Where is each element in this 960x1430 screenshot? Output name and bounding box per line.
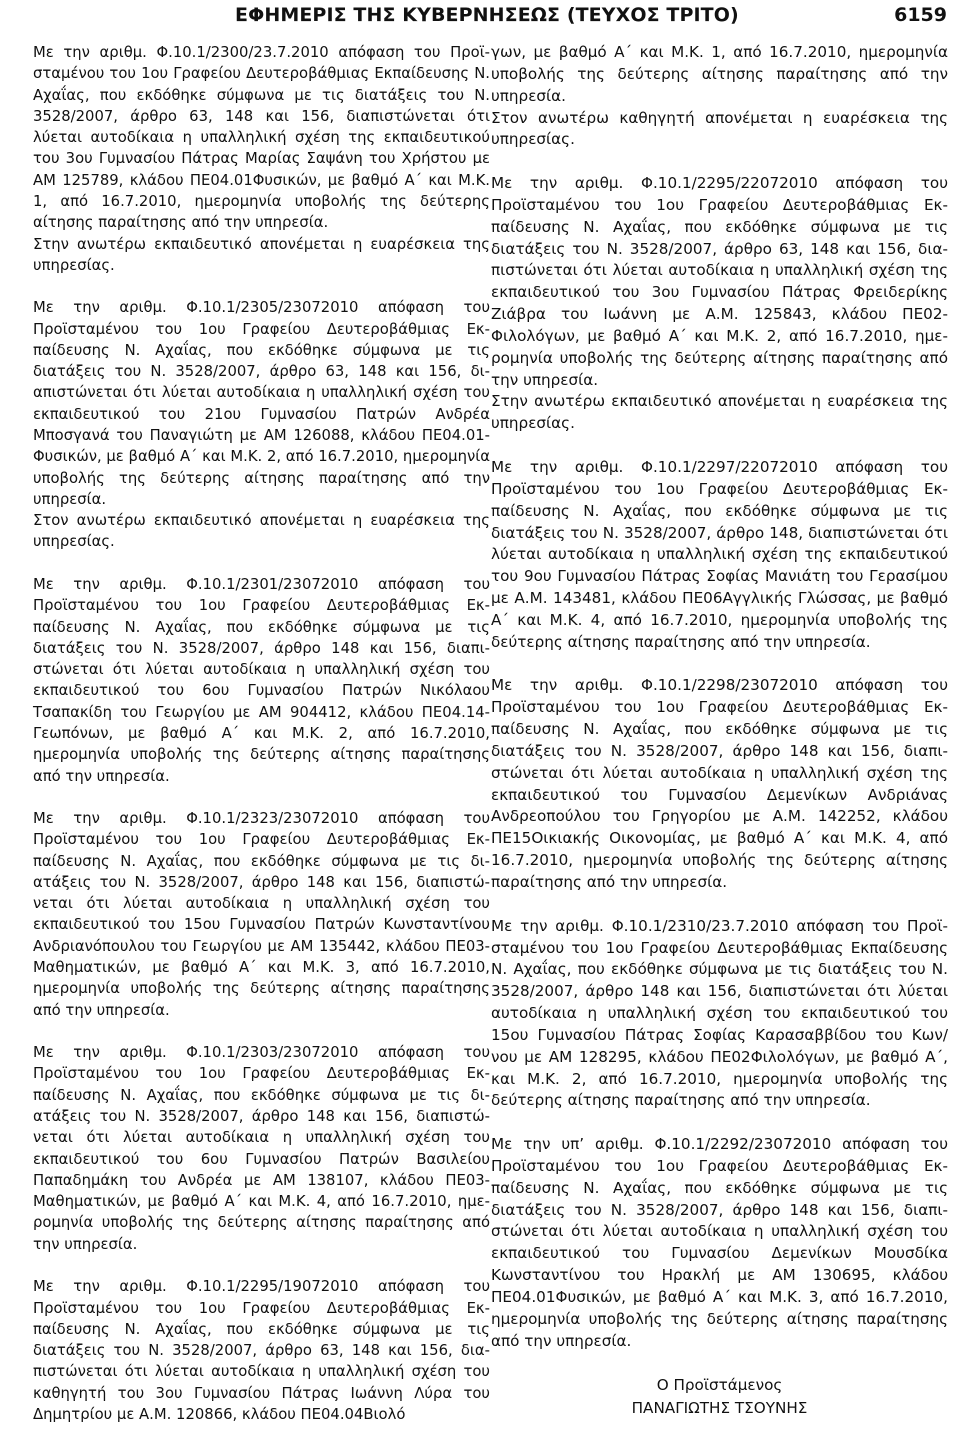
paragraph: Με την υπ’ αριθμ. Φ.10.1/2292/23072010 απόφαση του Προϊσταμένου του 1ου Γραφείου Δευτεροβάθμιας Εκπαίδευσης Ν. Αχαΐας, που εκδόθηκε σύμφωνα με τις διατάξεις του Ν. 3528/2007, άρθρο 148 και 156, διαπιστώνεται ότι λύεται αυτοδίκαια η υπαλληλική σχέση του εκπαιδευτικού του Γυμνασίου Δεμενίκων Μουσδίκα Κωνσταντίνου του Ηρακλή με ΑΜ 130695, κλάδου ΠΕ04.01Φυσικών, με βαθμό Α΄ και Μ.Κ. 3, από 16.7.2010, ημερομηνία υποβολής της δεύτερης αίτησης παραίτησης από την υπηρεσία. <box>491 1135 948 1350</box>
paragraph: Με την αριθμ. Φ.10.1/2298/23072010 απόφαση του Προϊσταμένου του 1ου Γραφείου Δευτεροβάθμιας Εκπαίδευσης Ν. Αχαΐας, που εκδόθηκε σύμφωνα με τις διατάξεις του Ν. 3528/2007, άρθρο 148 και 156, διαπιστώνεται ότι λύεται αυτοδίκαια η υπαλληλική σχέση της εκπαιδευτικού του Γυμνασίου Δεμενίκων Ανδριάνας Ανδρεοπούλου του Γρηγορίου με Α.Μ. 142252, κλάδου ΠΕ15Οικιακής Οικονομίας, με βαθμό Α΄ και Μ.Κ. 4, από 16.7.2010, ημερομηνία υποβολής της δεύτερης αίτησης παραίτησης από την υπηρεσία. <box>491 676 948 892</box>
paragraph: Με την αριθμ. Φ.10.1/2310/23.7.2010 απόφαση του Προϊσταμένου του 1ου Γραφείου Δευτεροβάθμιας Εκπαίδευσης Ν. Αχαΐας, που εκδόθηκε σύμφωνα με τις διατάξεις του Ν. 3528/2007, άρθρο 148 και 156, διαπιστώνεται ότι λύεται αυτοδίκαια η υπαλληλική σχέση του εκπαιδευτικού του 15ου Γυμνασίου Πάτρας Σοφίας Καρασαββίδου του Κων/νου με ΑΜ 128295, κλάδου ΠΕ02Φιλολόγων, με βαθμό Α΄, και Μ.Κ. 2, από 16.7.2010, ημερομηνία υποβολής της δεύτερης αίτησης παραίτησης από την υπηρεσία. <box>491 916 948 1110</box>
paragraph: Με την αριθμ. Φ.10.1/2303/23072010 απόφαση του Προϊσταμένου του 1ου Γραφείου Δευτεροβάθμιας Εκπαίδευσης Ν. Αχαΐας, που εκδόθηκε σύμφωνα με τις διατάξεις του Ν. 3528/2007, άρθρο 148 και 156, διαπιστώνεται ότι λύεται αυτοδίκαια η υπαλληλική σχέση του εκπαιδευτικού του 6ου Γυμνασίου Πατρών Βασιλείου Παπαδηµάκη του Ανδρέα με ΑΜ 138107, κλάδου ΠΕ03Μαθηματικών, με βαθμό Α΄ και Μ.Κ. 4, από 16.7.2010, ημερομηνία υποβολής της δεύτερης αίτησης παραίτησης από την υπηρεσία. <box>33 1044 490 1253</box>
page-header <box>0 0 960 44</box>
left-column <box>33 42 490 1425</box>
page-number: 6159 <box>894 4 947 26</box>
signature-block <box>491 1374 948 1419</box>
signatory-role: Ο Προϊστάμενος <box>656 1376 783 1395</box>
paragraph: Με την αριθμ. Φ.10.1/2300/23.7.2010 απόφαση του Προϊσταμένου του 1ου Γραφείου Δευτεροβάθμιας Εκπαίδευσης Ν. Αχαΐας, που εκδόθηκε σύμφωνα με τις διατάξεις του Ν. 3528/2007, άρθρο 63, 148 και 156, διαπιστώνεται ότι λύεται αυτοδίκαια η υπαλληλική σχέση της εκπαιδευτικού του 3ου Γυμνασίου Πάτρας Μαρίας Σαψάνη του Χρήστου με ΑΜ 125789, κλάδου ΠΕ04.01Φυσικών, με βαθμό Α΄ και Μ.Κ. 1, από 16.7.2010, ημερομηνία υποβολής της δεύτερης αίτησης παραίτησης από την υπηρεσία. <box>33 44 490 232</box>
paragraph: Με την αριθμ. Φ.10.1/2305/23072010 απόφαση του Προϊσταμένου του 1ου Γραφείου Δευτεροβάθμιας Εκπαίδευσης Ν. Αχαΐας, που εκδόθηκε σύμφωνα με τις διατάξεις του Ν. 3528/2007, άρθρο 63, 148 και 156, διαπιστώνεται ότι λύεται αυτοδίκαια η υπαλληλική σχέση του εκπαιδευτικού του 21ου Γυμνασίου Πατρών Ανδρέα Μποσγανά του Παναγιώτη με ΑΜ 126088, κλάδου ΠΕ04.01Φυσικών, με βαθμό Α΄ και Μ.Κ. 2, από 16.7.2010, ημερομηνία υποβολής της δεύτερης αίτησης παραίτησης από την υπηρεσία. <box>33 299 490 508</box>
paragraph: Με την αριθμ. Φ.10.1/2301/23072010 απόφαση του Προϊσταμένου του 1ου Γραφείου Δευτεροβάθμιας Εκπαίδευσης Ν. Αχαΐας, που εκδόθηκε σύμφωνα με τις διατάξεις του Ν. 3528/2007, άρθρο 148 και 156, διαπιστώνεται ότι λύεται αυτοδίκαια η υπαλληλική σχέση του εκπαιδευτικού του 6ου Γυμνασίου Πατρών Νικόλαου Τσαπακίδη του Γεωργίου με ΑΜ 904412, κλάδου ΠΕ04.14Γεωπόνων, με βαθμό Α΄ και Μ.Κ. 2, από 16.7.2010, ημερομηνία υποβολής της δεύτερης αίτησης παραίτησης από την υπηρεσία. <box>33 576 490 785</box>
paragraph: Με την αριθμ. Φ.10.1/2295/22072010 απόφαση του Προϊσταμένου του 1ου Γραφείου Δευτεροβάθμιας Εκπαίδευσης Ν. Αχαΐας, που εκδόθηκε σύμφωνα με τις διατάξεις του Ν. 3528/2007, άρθρο 63, 148 και 156, διαπιστώνεται ότι λύεται αυτοδίκαια η υπαλληλική σχέση της εκπαιδευτικού του 3ου Γυμνασίου Πάτρας Φρειδερίκης Ζιάβρα του Ιωάννη με Α.Μ. 125843, κλάδου ΠΕ02Φιλολόγων, με βαθμό Α΄ και Μ.Κ. 2, από 16.7.2010, ημερομηνία υποβολής της δεύτερης αίτησης παραίτησης από την υπηρεσία. <box>491 174 948 389</box>
right-column <box>491 42 948 1419</box>
gazette-title: ΕΦΗΜΕΡΙΣ ΤΗΣ ΚΥΒΕΡΝΗΣΕΩΣ (ΤΕΥΧΟΣ ΤΡΙΤΟ) <box>235 4 739 26</box>
paragraph: Με την αριθμ. Φ.10.1/2323/23072010 απόφαση του Προϊσταμένου του 1ου Γραφείου Δευτεροβάθμιας Εκπαίδευσης Ν. Αχαΐας, που εκδόθηκε σύμφωνα με τις διατάξεις του Ν. 3528/2007, άρθρο 148 και 156, διαπιστώνεται ότι λύεται αυτοδίκαια η υπαλληλική σχέση του εκπαιδευτικού του 15ου Γυμνασίου Πατρών Κωνσταντίνου Ανδριανόπουλου του Γεωργίου με ΑΜ 135442, κλάδου ΠΕ03Μαθηματικών, με βαθμό Α΄ και Μ.Κ. 3, από 16.7.2010, ημερομηνία υποβολής της δεύτερης αίτησης παραίτησης από την υπηρεσία. <box>33 810 490 1019</box>
paragraph: γων, με βαθμό Α΄ και Μ.Κ. 1, από 16.7.2010, ημερομηνία υποβολής της δεύτερης αίτησης παραίτησης από την υπηρεσία. <box>491 43 948 105</box>
signatory-name: ΠΑΝΑΓΙΩΤΗΣ ΤΣΟΥΝΗΣ <box>631 1398 808 1417</box>
paragraph: Με την αριθμ. Φ.10.1/2295/19072010 απόφαση του Προϊσταμένου του 1ου Γραφείου Δευτεροβάθμιας Εκπαίδευσης Ν. Αχαΐας, που εκδόθηκε σύμφωνα με τις διατάξεις του Ν. 3528/2007, άρθρο 63, 148 και 156, διαπιστώνεται ότι λύεται αυτοδίκαια η υπαλληλική σχέση του καθηγητή του 3ου Γυμνασίου Πάτρας Ιωάννη Λύρα του Δημητρίου με Α.Μ. 120866, κλάδου ΠΕ04.04Βιολό <box>33 1278 490 1423</box>
paragraph: Στην ανωτέρω εκπαιδευτικό απονέμεται η ευαρέσκεια της υπηρεσίας. <box>491 392 948 433</box>
paragraph: Στον ανωτέρω εκπαιδευτικό απονέμεται η ευαρέσκεια της υπηρεσίας. <box>33 512 490 551</box>
paragraph: Στην ανωτέρω εκπαιδευτικό απονέμεται η ευαρέσκεια της υπηρεσίας. <box>33 235 490 274</box>
paragraph: Με την αριθμ. Φ.10.1/2297/22072010 απόφαση του Προϊσταμένου του 1ου Γραφείου Δευτεροβάθμιας Εκπαίδευσης Ν. Αχαΐας, που εκδόθηκε σύμφωνα με τις διατάξεις του Ν. 3528/2007, άρθρο 148, διαπιστώνεται ότι λύεται αυτοδίκαια η υπαλληλική σχέση της εκπαιδευτικού του 9ου Γυμνασίου Πάτρας Σοφίας Μανιάτη του Γερασίμου με Α.Μ. 143481, κλάδου ΠΕ06Αγγλικής Γλώσσας, με βαθμό Α΄ και Μ.Κ. 4, από 16.7.2010, ημερομηνία υποβολής της δεύτερης αίτησης παραίτησης από την υπηρεσία. <box>491 458 948 651</box>
paragraph: Στον ανωτέρω καθηγητή απονέμεται η ευαρέσκεια της υπηρεσίας. <box>491 108 948 149</box>
